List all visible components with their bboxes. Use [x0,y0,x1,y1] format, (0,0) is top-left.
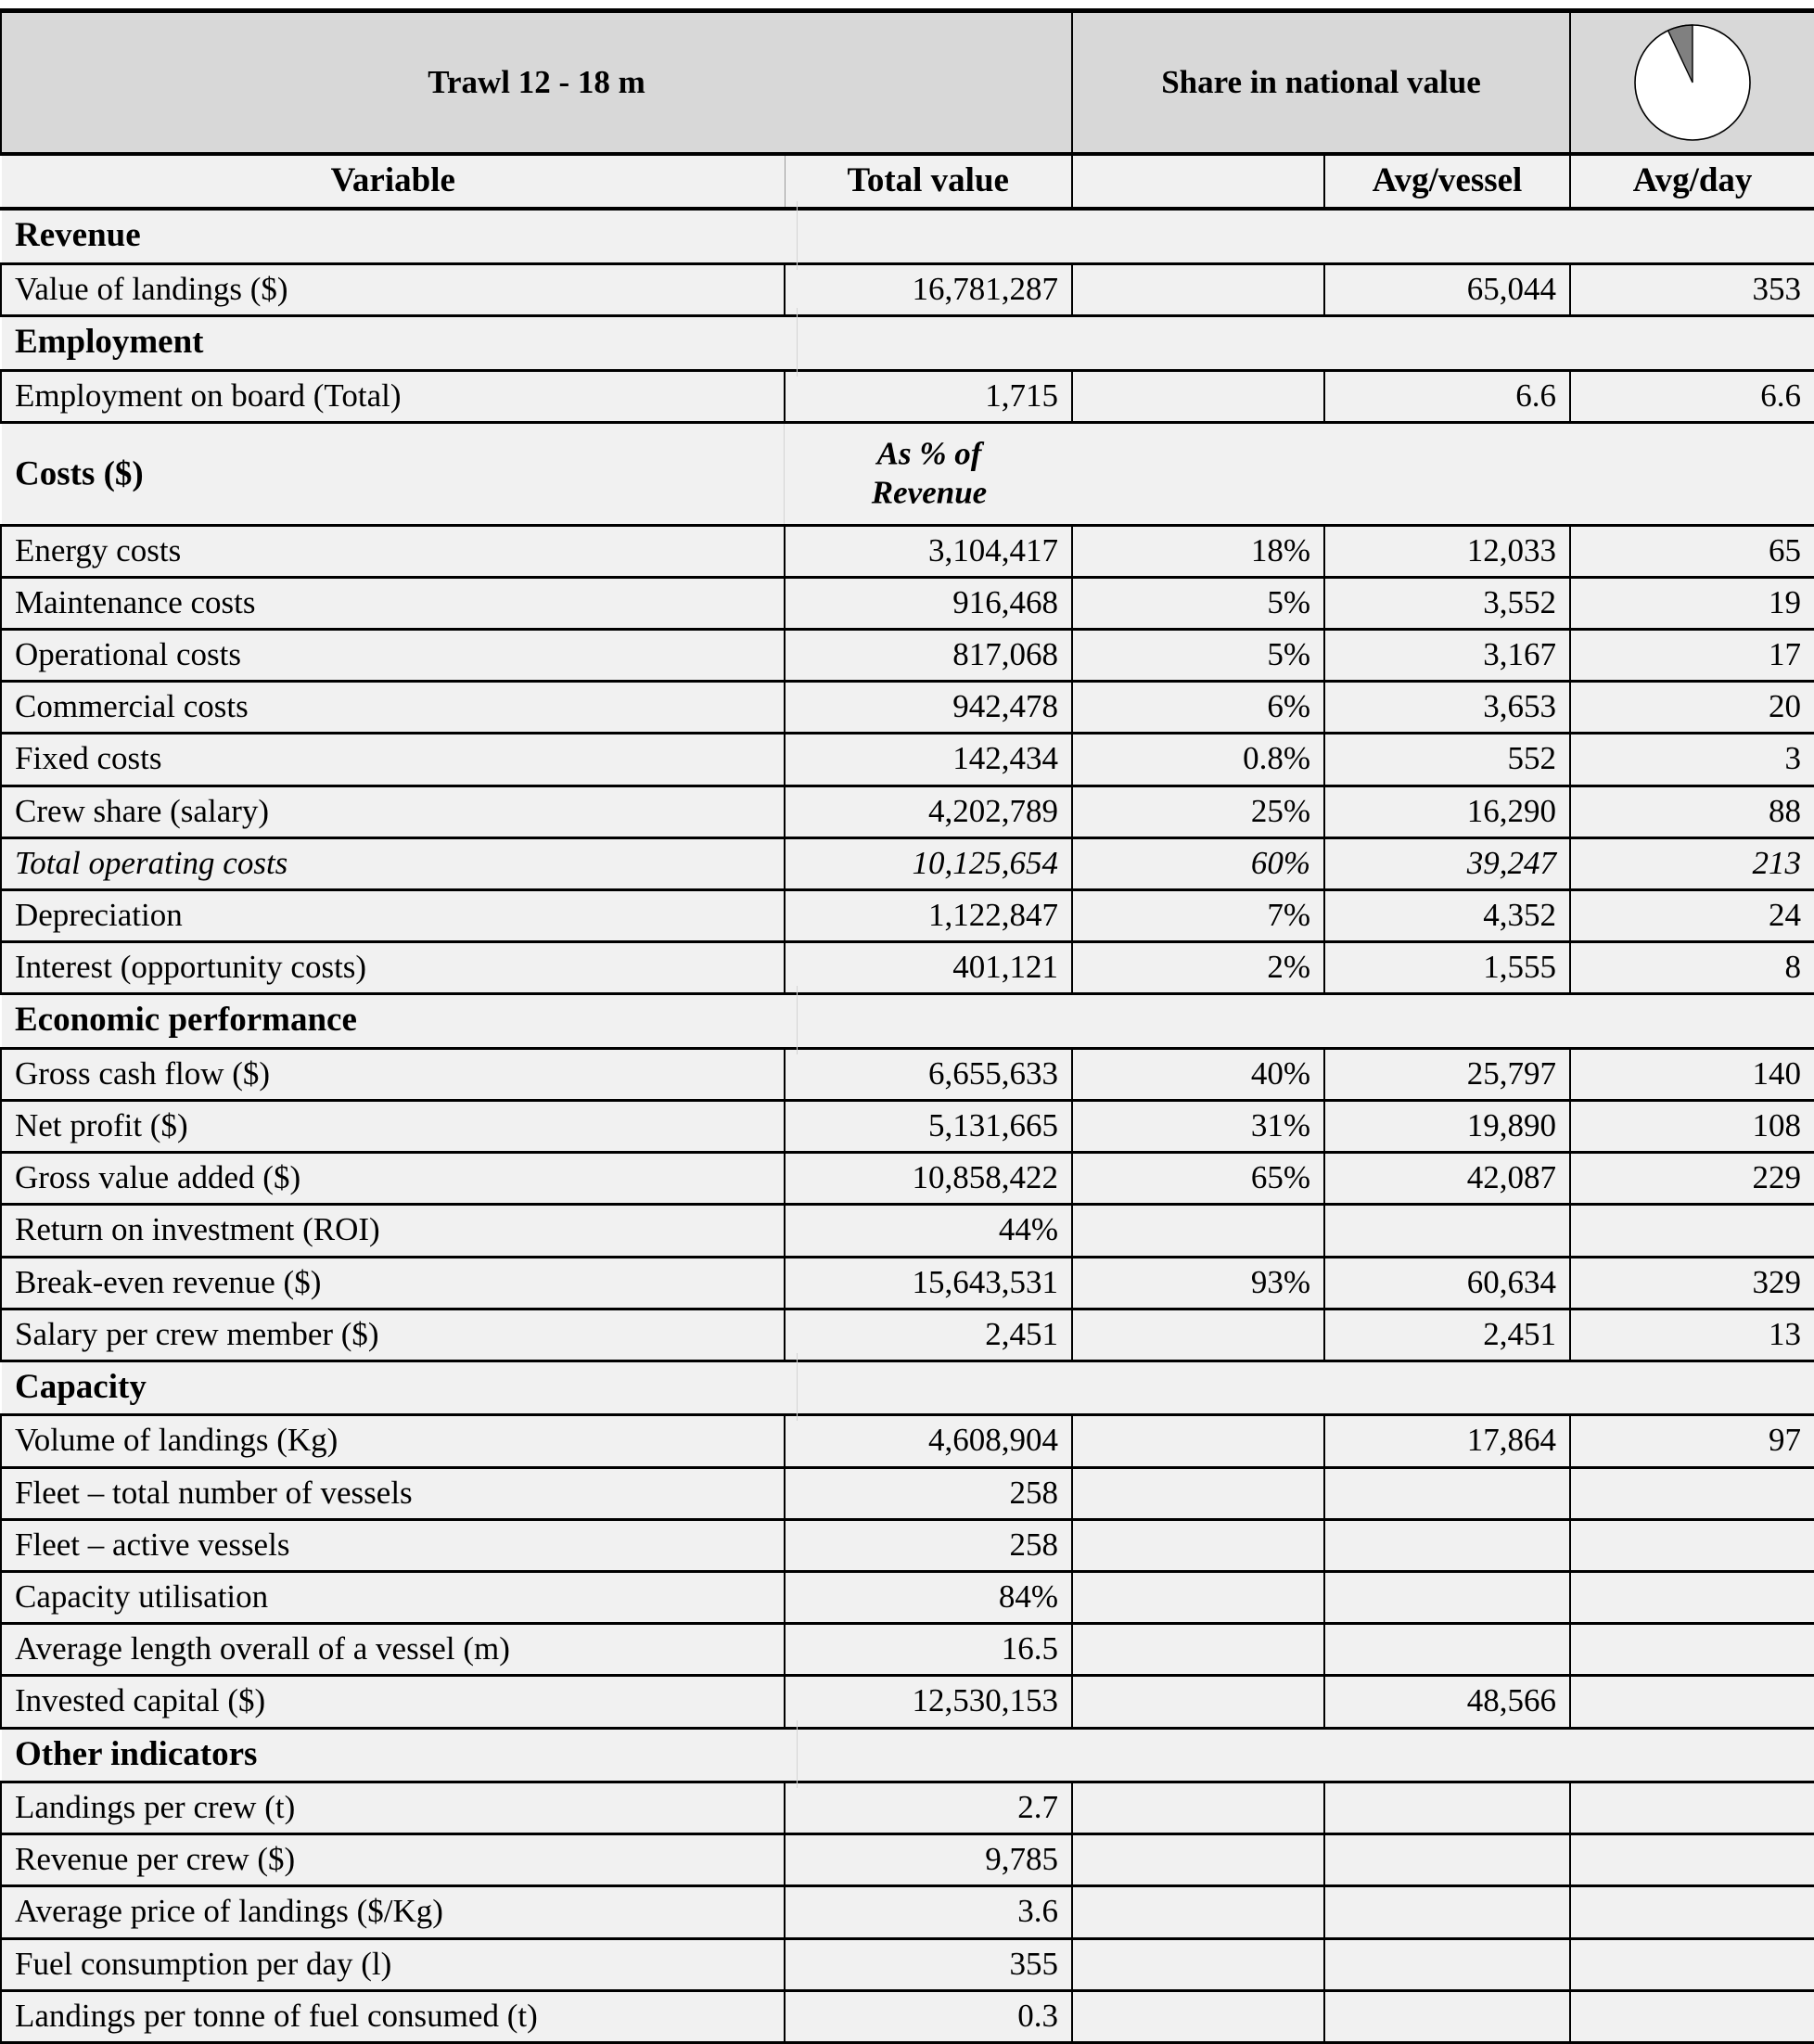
cell-avg-day [1570,1990,1814,2042]
column-divider [797,1353,798,1421]
row-label: Landings per tonne of fuel consumed (t) [1,1990,785,2042]
row-label: Capacity utilisation [1,1571,785,1623]
cell-percent: 18% [1072,525,1324,577]
cell-percent: 93% [1072,1257,1324,1309]
cell-total-value: 3.6 [785,1886,1072,1938]
section-header-row [1,1728,1814,1782]
cell-avg-vessel [1324,1624,1570,1676]
row-label: Crew share (salary) [1,786,785,837]
cell-avg-day [1570,1834,1814,1886]
cell-total-value: 401,121 [785,942,1072,994]
pie-chart-icon [1580,13,1805,152]
row-label: Energy costs [1,525,785,577]
row-label: Commercial costs [1,682,785,734]
cell-avg-vessel [1324,1571,1570,1623]
row-label: Invested capital ($) [1,1676,785,1728]
column-divider [797,1720,798,1788]
cell-avg-day: 88 [1570,786,1814,837]
cell-avg-vessel: 48,566 [1324,1676,1570,1728]
cell-percent [1072,1571,1324,1623]
cell-total-value: 1,715 [785,370,1072,422]
table-row [1,1048,1814,1100]
cell-avg-vessel [1324,1938,1570,1990]
row-label: Volume of landings (Kg) [1,1415,785,1467]
cell-total-value: 2,451 [785,1309,1072,1361]
cell-avg-vessel: 4,352 [1324,890,1570,942]
column-divider [797,986,798,1054]
cell-avg-vessel [1324,1834,1570,1886]
cell-avg-day: 97 [1570,1415,1814,1467]
section-title-wrap [15,1368,1801,1406]
table-row [1,786,1814,837]
cell-total-value: 4,608,904 [785,1415,1072,1467]
cell-total-value: 942,478 [785,682,1072,734]
row-label: Fuel consumption per day (l) [1,1938,785,1990]
section-title: Economic performance [15,1001,357,1040]
column-header-avg-vessel: Avg/vessel [1324,154,1570,209]
cell-avg-day: 8 [1570,942,1814,994]
cell-avg-day [1570,1886,1814,1938]
cell-avg-day: 24 [1570,890,1814,942]
column-divider [797,308,798,376]
page-title: Trawl 12 - 18 m [1,11,1072,155]
section-title: Other indicators [15,1734,258,1773]
cell-total-value: 10,858,422 [785,1153,1072,1205]
row-label: Fleet – total number of vessels [1,1467,785,1519]
row-label: Depreciation [1,890,785,942]
cell-percent: 31% [1072,1101,1324,1153]
row-label: Interest (opportunity costs) [1,942,785,994]
cell-total-value: 5,131,665 [785,1101,1072,1153]
column-header-row [1,154,1814,209]
table-row [1,1101,1814,1153]
cell-percent [1072,1782,1324,1833]
section-header-row [1,316,1814,370]
cell-percent [1072,1624,1324,1676]
row-label: Break-even revenue ($) [1,1257,785,1309]
cell-total-value: 84% [785,1571,1072,1623]
column-header-avg-day: Avg/day [1570,154,1814,209]
cell-total-value: 0.3 [785,1990,1072,2042]
cell-total-value: 355 [785,1938,1072,1990]
table-row [1,1519,1814,1571]
row-label: Gross value added ($) [1,1153,785,1205]
row-label: Revenue per crew ($) [1,1834,785,1886]
cell-percent: 7% [1072,890,1324,942]
cell-percent [1072,1676,1324,1728]
cell-total-value: 15,643,531 [785,1257,1072,1309]
cell-avg-vessel: 552 [1324,734,1570,786]
cell-avg-day: 17 [1570,630,1814,682]
table-row [1,630,1814,682]
cell-avg-day: 19 [1570,577,1814,629]
table-row [1,1782,1814,1833]
table-row [1,1886,1814,1938]
cell-avg-vessel: 3,167 [1324,630,1570,682]
cell-avg-vessel [1324,1519,1570,1571]
row-label: Employment on board (Total) [1,370,785,422]
cell-percent: 0.8% [1072,734,1324,786]
section-title-wrap [15,1001,1801,1039]
fleet-economic-table [0,8,1814,2044]
cell-percent: 65% [1072,1153,1324,1205]
as-percent-of-revenue-label [786,434,1073,513]
cell-avg-vessel [1324,1782,1570,1833]
table-row [1,890,1814,942]
section-header-row [1,1361,1814,1414]
row-label: Fleet – active vessels [1,1519,785,1571]
table-row [1,1467,1814,1519]
as-percent-line1: As % of [876,435,982,471]
cell-percent: 25% [1072,786,1324,837]
table-row [1,1205,1814,1257]
cell-avg-day: 108 [1570,1101,1814,1153]
cell-avg-day: 20 [1570,682,1814,734]
table-row [1,1834,1814,1886]
table-row [1,525,1814,577]
cell-avg-vessel: 3,653 [1324,682,1570,734]
cell-total-value: 44% [785,1205,1072,1257]
cell-avg-vessel: 6.6 [1324,370,1570,422]
cell-total-value: 9,785 [785,1834,1072,1886]
cell-avg-day: 6.6 [1570,370,1814,422]
column-divider [797,201,798,269]
cell-percent [1072,1886,1324,1938]
table-row [1,263,1814,315]
cell-avg-vessel: 1,555 [1324,942,1570,994]
column-divider [784,424,785,524]
cell-avg-day [1570,1782,1814,1833]
cell-total-value: 16,781,287 [785,263,1072,315]
as-percent-line2: Revenue [871,474,988,511]
cell-avg-vessel [1324,1886,1570,1938]
cell-percent [1072,1519,1324,1571]
table-row [1,1257,1814,1309]
table-row [1,370,1814,422]
cell-total-value: 258 [785,1519,1072,1571]
cell-total-value: 258 [785,1467,1072,1519]
cell-avg-vessel: 2,451 [1324,1309,1570,1361]
table-row [1,1571,1814,1623]
cell-avg-vessel [1324,1990,1570,2042]
section-title-wrap [15,1735,1801,1773]
table-row [1,837,1814,889]
section-header-row [1,994,1814,1048]
cell-avg-day: 213 [1570,837,1814,889]
table-row [1,1309,1814,1361]
cell-percent [1072,1467,1324,1519]
table-row [1,942,1814,994]
row-label: Maintenance costs [1,577,785,629]
row-label: Salary per crew member ($) [1,1309,785,1361]
cell-avg-vessel: 39,247 [1324,837,1570,889]
cell-avg-day [1570,1467,1814,1519]
section-title: Capacity [15,1367,147,1406]
table-title-row [1,11,1814,155]
row-label: Gross cash flow ($) [1,1048,785,1100]
cell-percent [1072,1834,1324,1886]
table-row [1,1990,1814,2042]
cell-avg-day [1570,1624,1814,1676]
cell-avg-day: 3 [1570,734,1814,786]
table-row [1,1624,1814,1676]
costs-header-inner [2,424,1814,524]
cell-avg-day [1570,1938,1814,1990]
cell-avg-day [1570,1519,1814,1571]
cell-avg-vessel [1324,1205,1570,1257]
row-label: Fixed costs [1,734,785,786]
cell-avg-vessel: 17,864 [1324,1415,1570,1467]
section-header-row [1,209,1814,263]
column-header-variable: Variable [1,154,785,209]
row-label: Average length overall of a vessel (m) [1,1624,785,1676]
cell-percent [1072,370,1324,422]
cell-total-value: 817,068 [785,630,1072,682]
cell-avg-day: 229 [1570,1153,1814,1205]
cell-avg-day [1570,1676,1814,1728]
table-row [1,1938,1814,1990]
cell-percent: 60% [1072,837,1324,889]
cell-avg-day [1570,1571,1814,1623]
cell-percent [1072,1205,1324,1257]
cell-avg-vessel: 60,634 [1324,1257,1570,1309]
section-header-costs [1,422,1814,525]
cell-avg-vessel [1324,1467,1570,1519]
cell-percent [1072,1990,1324,2042]
row-label: Return on investment (ROI) [1,1205,785,1257]
cell-percent [1072,1309,1324,1361]
cell-total-value: 6,655,633 [785,1048,1072,1100]
section-title: Costs ($) [15,454,144,492]
cell-percent: 5% [1072,577,1324,629]
table-row [1,1676,1814,1728]
row-label: Landings per crew (t) [1,1782,785,1833]
cell-total-value: 3,104,417 [785,525,1072,577]
row-label: Net profit ($) [1,1101,785,1153]
table-row [1,1153,1814,1205]
share-in-national-value-label: Share in national value [1072,11,1570,155]
cell-total-value: 4,202,789 [785,786,1072,837]
cell-avg-vessel: 42,087 [1324,1153,1570,1205]
cell-avg-vessel: 12,033 [1324,525,1570,577]
cell-total-value: 10,125,654 [785,837,1072,889]
cell-percent: 2% [1072,942,1324,994]
cell-avg-day: 329 [1570,1257,1814,1309]
cell-percent [1072,1938,1324,1990]
cell-percent: 40% [1072,1048,1324,1100]
cell-avg-vessel: 16,290 [1324,786,1570,837]
row-label: Average price of landings ($/Kg) [1,1886,785,1938]
row-label: Operational costs [1,630,785,682]
cell-avg-day: 13 [1570,1309,1814,1361]
column-header-total-value: Total value [785,154,1072,209]
table-row [1,682,1814,734]
section-title: Revenue [15,216,141,255]
cell-avg-vessel: 25,797 [1324,1048,1570,1100]
row-label: Value of landings ($) [1,263,785,315]
cell-total-value: 16.5 [785,1624,1072,1676]
cell-percent: 6% [1072,682,1324,734]
cell-avg-day: 65 [1570,525,1814,577]
section-title: Employment [15,323,204,362]
column-header-percent [1072,154,1324,209]
cell-total-value: 2.7 [785,1782,1072,1833]
table-row [1,577,1814,629]
table-row [1,734,1814,786]
cell-total-value: 142,434 [785,734,1072,786]
cell-percent: 5% [1072,630,1324,682]
row-label: Total operating costs [1,837,785,889]
cell-avg-day [1570,1205,1814,1257]
cell-avg-vessel: 19,890 [1324,1101,1570,1153]
cell-total-value: 916,468 [785,577,1072,629]
cell-avg-day: 353 [1570,263,1814,315]
fleet-economic-report-sheet [0,8,1814,2034]
cell-total-value: 1,122,847 [785,890,1072,942]
cell-total-value: 12,530,153 [785,1676,1072,1728]
table-row [1,1415,1814,1467]
cell-percent [1072,263,1324,315]
section-title-wrap [15,216,1801,254]
section-title-wrap [15,323,1801,361]
cell-avg-vessel: 65,044 [1324,263,1570,315]
share-pie-chart [1570,11,1814,155]
cell-percent [1072,1415,1324,1467]
cell-avg-vessel: 3,552 [1324,577,1570,629]
cell-avg-day: 140 [1570,1048,1814,1100]
